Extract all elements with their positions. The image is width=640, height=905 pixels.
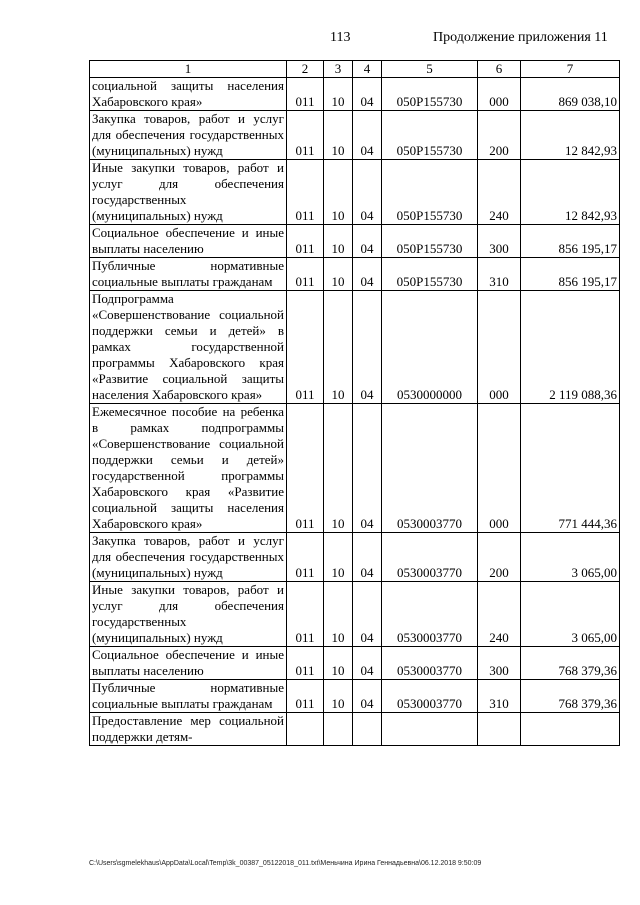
section-cell: 10 [324, 225, 353, 258]
row-name-cell: Публичные нормативные социальные выплаты гражданам [90, 258, 287, 291]
amount-cell: 12 842,93 [521, 111, 620, 160]
row-name-cell: Подпрограмма «Совершенствование социальной поддержки семьи и детей» в рамках государственной программы Хабаровского края «Развитие социальной защиты населения Хабаровского края» [90, 291, 287, 404]
amount-cell: 768 379,36 [521, 680, 620, 713]
table-row [90, 582, 620, 647]
section-cell: 10 [324, 680, 353, 713]
column-header: 3 [324, 61, 353, 78]
amount-cell: 2 119 088,36 [521, 291, 620, 404]
row-name-cell: Закупка товаров, работ и услуг для обеспечения государственных (муниципальных) нужд [90, 111, 287, 160]
target-article-cell: 0530003770 [382, 582, 478, 647]
row-name-cell: социальной защиты населения Хабаровского края» [90, 78, 287, 111]
row-name-cell: Публичные нормативные социальные выплаты гражданам [90, 680, 287, 713]
target-article-cell: 0530003770 [382, 533, 478, 582]
table-row [90, 680, 620, 713]
subsection-cell: 04 [353, 582, 382, 647]
subsection-cell: 04 [353, 404, 382, 533]
department-code-cell: 011 [287, 78, 324, 111]
amount-cell: 771 444,36 [521, 404, 620, 533]
target-article-cell: 0530003770 [382, 404, 478, 533]
budget-table [89, 60, 620, 746]
section-cell: 10 [324, 258, 353, 291]
target-article-cell: 050P155730 [382, 258, 478, 291]
expense-type-cell: 000 [478, 404, 521, 533]
table-row [90, 404, 620, 533]
column-header: 2 [287, 61, 324, 78]
department-code-cell: 011 [287, 680, 324, 713]
table-row [90, 713, 620, 746]
table-row [90, 225, 620, 258]
section-cell: 10 [324, 582, 353, 647]
column-header: 7 [521, 61, 620, 78]
subsection-cell: 04 [353, 647, 382, 680]
amount-cell: 856 195,17 [521, 258, 620, 291]
subsection-cell [353, 713, 382, 746]
section-cell: 10 [324, 291, 353, 404]
target-article-cell: 0530003770 [382, 647, 478, 680]
department-code-cell: 011 [287, 225, 324, 258]
target-article-cell: 050P155730 [382, 111, 478, 160]
department-code-cell: 011 [287, 258, 324, 291]
department-code-cell: 011 [287, 533, 324, 582]
expense-type-cell: 000 [478, 291, 521, 404]
amount-cell: 856 195,17 [521, 225, 620, 258]
target-article-cell: 050P155730 [382, 225, 478, 258]
row-name-cell: Иные закупки товаров, работ и услуг для обеспечения государственных (муниципальных) нужд [90, 582, 287, 647]
section-cell: 10 [324, 111, 353, 160]
amount-cell: 768 379,36 [521, 647, 620, 680]
row-name-cell: Ежемесячное пособие на ребенка в рамках подпрограммы «Совершенствование социальной поддержки семьи и детей» государственной программы Хабаровского края «Развитие социальной защиты населения Хабаровского края» [90, 404, 287, 533]
amount-cell: 12 842,93 [521, 160, 620, 225]
file-path-footer: C:\Users\sgmelekhaus\AppData\Local\Temp\3k_00387_05122018_011.txt\Меньчина Ирина Геннадьевна\06.12.2018 9:50:09 [89, 860, 482, 867]
expense-type-cell: 240 [478, 160, 521, 225]
table-row [90, 111, 620, 160]
column-header: 4 [353, 61, 382, 78]
department-code-cell: 011 [287, 582, 324, 647]
department-code-cell: 011 [287, 291, 324, 404]
subsection-cell: 04 [353, 78, 382, 111]
subsection-cell: 04 [353, 258, 382, 291]
section-cell: 10 [324, 78, 353, 111]
target-article-cell: 050P155730 [382, 160, 478, 225]
target-article-cell: 0530000000 [382, 291, 478, 404]
row-name-cell: Предоставление мер социальной поддержки детям- [90, 713, 287, 746]
amount-cell: 869 038,10 [521, 78, 620, 111]
table-row [90, 647, 620, 680]
department-code-cell: 011 [287, 404, 324, 533]
amount-cell: 3 065,00 [521, 582, 620, 647]
row-name-cell: Социальное обеспечение и иные выплаты населению [90, 225, 287, 258]
section-cell [324, 713, 353, 746]
table-header-row [90, 61, 620, 78]
row-name-cell: Социальное обеспечение и иные выплаты населению [90, 647, 287, 680]
department-code-cell: 011 [287, 160, 324, 225]
subsection-cell: 04 [353, 291, 382, 404]
section-cell: 10 [324, 160, 353, 225]
table-row [90, 78, 620, 111]
expense-type-cell: 310 [478, 680, 521, 713]
expense-type-cell: 200 [478, 533, 521, 582]
subsection-cell: 04 [353, 160, 382, 225]
section-cell: 10 [324, 533, 353, 582]
department-code-cell: 011 [287, 111, 324, 160]
page-number: 113 [330, 30, 351, 45]
expense-type-cell: 000 [478, 78, 521, 111]
expense-type-cell: 300 [478, 647, 521, 680]
section-cell: 10 [324, 647, 353, 680]
subsection-cell: 04 [353, 225, 382, 258]
table-row [90, 160, 620, 225]
subsection-cell: 04 [353, 533, 382, 582]
subsection-cell: 04 [353, 680, 382, 713]
column-header: 1 [90, 61, 287, 78]
subsection-cell: 04 [353, 111, 382, 160]
expense-type-cell: 310 [478, 258, 521, 291]
expense-type-cell: 240 [478, 582, 521, 647]
amount-cell [521, 713, 620, 746]
column-header: 6 [478, 61, 521, 78]
expense-type-cell [478, 713, 521, 746]
table-row [90, 258, 620, 291]
target-article-cell: 0530003770 [382, 680, 478, 713]
column-header: 5 [382, 61, 478, 78]
row-name-cell: Закупка товаров, работ и услуг для обеспечения государственных (муниципальных) нужд [90, 533, 287, 582]
amount-cell: 3 065,00 [521, 533, 620, 582]
row-name-cell: Иные закупки товаров, работ и услуг для обеспечения государственных (муниципальных) нужд [90, 160, 287, 225]
target-article-cell [382, 713, 478, 746]
table-row [90, 291, 620, 404]
table-row [90, 533, 620, 582]
section-cell: 10 [324, 404, 353, 533]
expense-type-cell: 200 [478, 111, 521, 160]
target-article-cell: 050P155730 [382, 78, 478, 111]
department-code-cell: 011 [287, 647, 324, 680]
expense-type-cell: 300 [478, 225, 521, 258]
department-code-cell [287, 713, 324, 746]
appendix-continuation-title: Продолжение приложения 11 [433, 30, 608, 45]
